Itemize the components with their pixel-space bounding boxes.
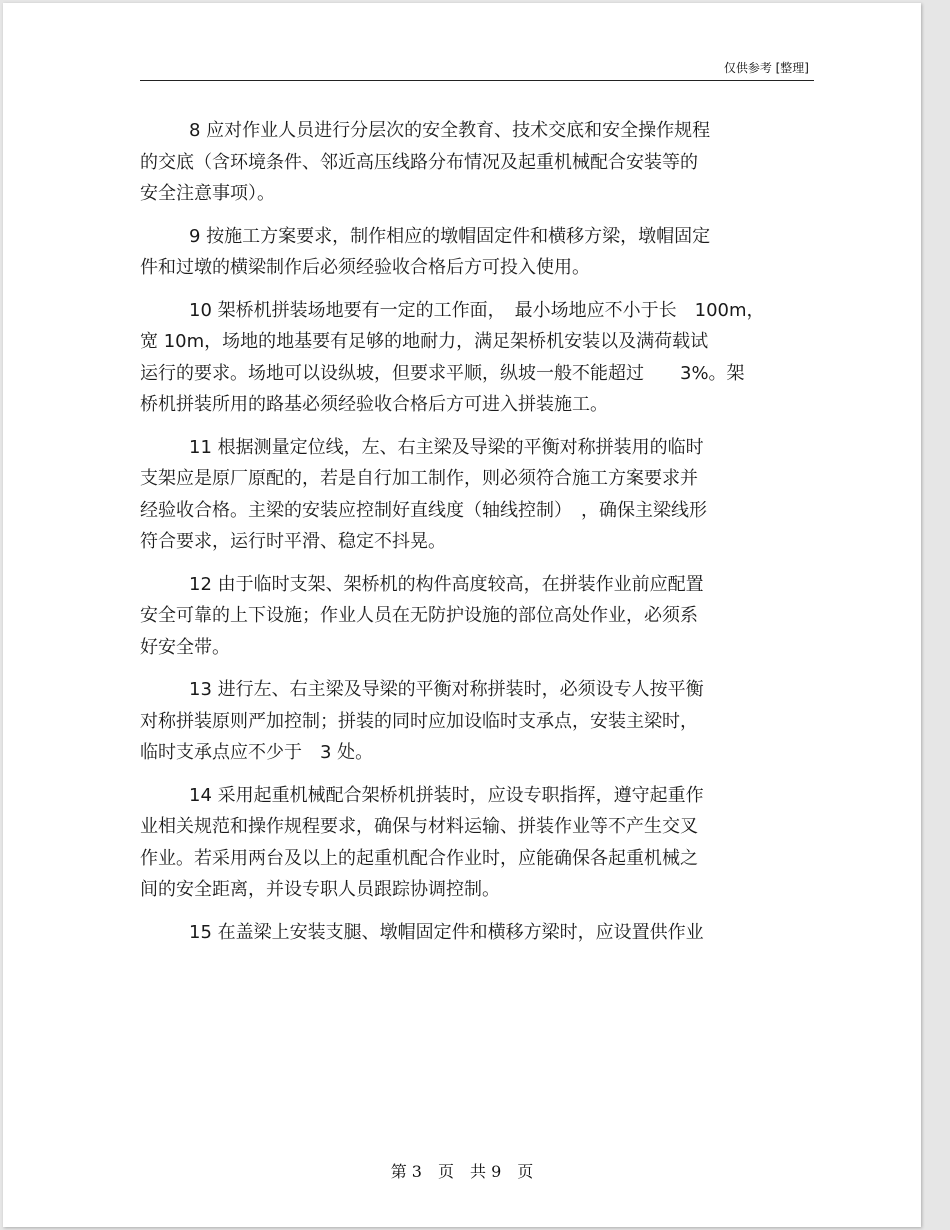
paragraph	[140, 115, 816, 210]
page-number-footer: 第 3 页 共 9 页	[390, 1162, 534, 1181]
text-line: 的交底（含环境条件、邻近高压线路分布情况及起重机械配合安装等的	[140, 151, 698, 173]
paragraph	[140, 432, 816, 558]
text-line: 15 在盖梁上安装支腿、墩帽固定件和横移方梁时，应设置供作业	[189, 921, 704, 943]
text-line: 10 架桥机拼装场地要有一定的工作面， 最小场地应不小于长 100m，	[189, 299, 765, 321]
paragraph	[140, 674, 816, 769]
text-line: 13 进行左、右主梁及导梁的平衡对称拼装时，必须设专人按平衡	[189, 679, 704, 700]
text-line: 桥机拼装所用的路基必须经验收合格后方可进入拼装施工。	[140, 394, 608, 415]
paragraph	[140, 917, 816, 949]
text-line: 经验收合格。主梁的安装应控制好直线度（轴线控制） ，确保主梁线形	[140, 499, 707, 521]
header-divider	[140, 80, 814, 81]
text-line: 作业。若采用两台及以上的起重机配合作业时，应能确保各起重机械之	[140, 847, 698, 869]
text-line: 14 采用起重机械配合架桥机拼装时，应设专职指挥，遵守起重作	[189, 784, 704, 806]
text-line: 符合要求，运行时平滑、稳定不抖晃。	[140, 531, 446, 552]
paragraph	[140, 780, 816, 906]
text-line: 9 按施工方案要求，制作相应的墩帽固定件和横移方梁，墩帽固定	[189, 225, 711, 247]
text-line: 运行的要求。场地可以设纵坡，但要求平顺，纵坡一般不能超过 3%。架	[140, 362, 745, 384]
text-line: 临时支承点应不少于 3 处。	[140, 742, 374, 763]
text-line: 支架应是原厂原配的，若是自行加工制作，则必须符合施工方案要求并	[140, 468, 698, 489]
text-line: 11 根据测量定位线，左、右主梁及导梁的平衡对称拼装用的临时	[189, 436, 704, 458]
text-line: 业相关规范和操作规程要求，确保与材料运输、拼装作业等不产生交叉	[140, 816, 698, 837]
text-line: 8 应对作业人员进行分层次的安全教育、技术交底和安全操作规程	[189, 120, 711, 141]
text-line: 宽 10m，场地的地基要有足够的地耐力，满足架桥机安装以及满荷载试	[140, 331, 709, 352]
header-label: 仅供参考 [整理]	[723, 61, 809, 75]
paragraph	[140, 221, 816, 284]
paragraph	[140, 569, 816, 664]
text-line: 好安全带。	[140, 636, 230, 658]
document-body	[140, 115, 816, 959]
text-line: 件和过墩的横梁制作后必须经验收合格后方可投入使用。	[140, 257, 590, 278]
document-page	[3, 3, 921, 1227]
text-line: 对称拼装原则严加控制；拼装的同时应加设临时支承点，安装主梁时，	[140, 710, 698, 732]
paragraph	[140, 295, 816, 421]
text-line: 12 由于临时支架、架桥机的构件高度较高，在拼装作业前应配置	[189, 573, 704, 595]
text-line: 安全可靠的上下设施；作业人员在无防护设施的部位高处作业，必须系	[140, 605, 698, 626]
text-line: 间的安全距离，并设专职人员跟踪协调控制。	[140, 879, 500, 900]
text-line: 安全注意事项）。	[140, 183, 275, 204]
